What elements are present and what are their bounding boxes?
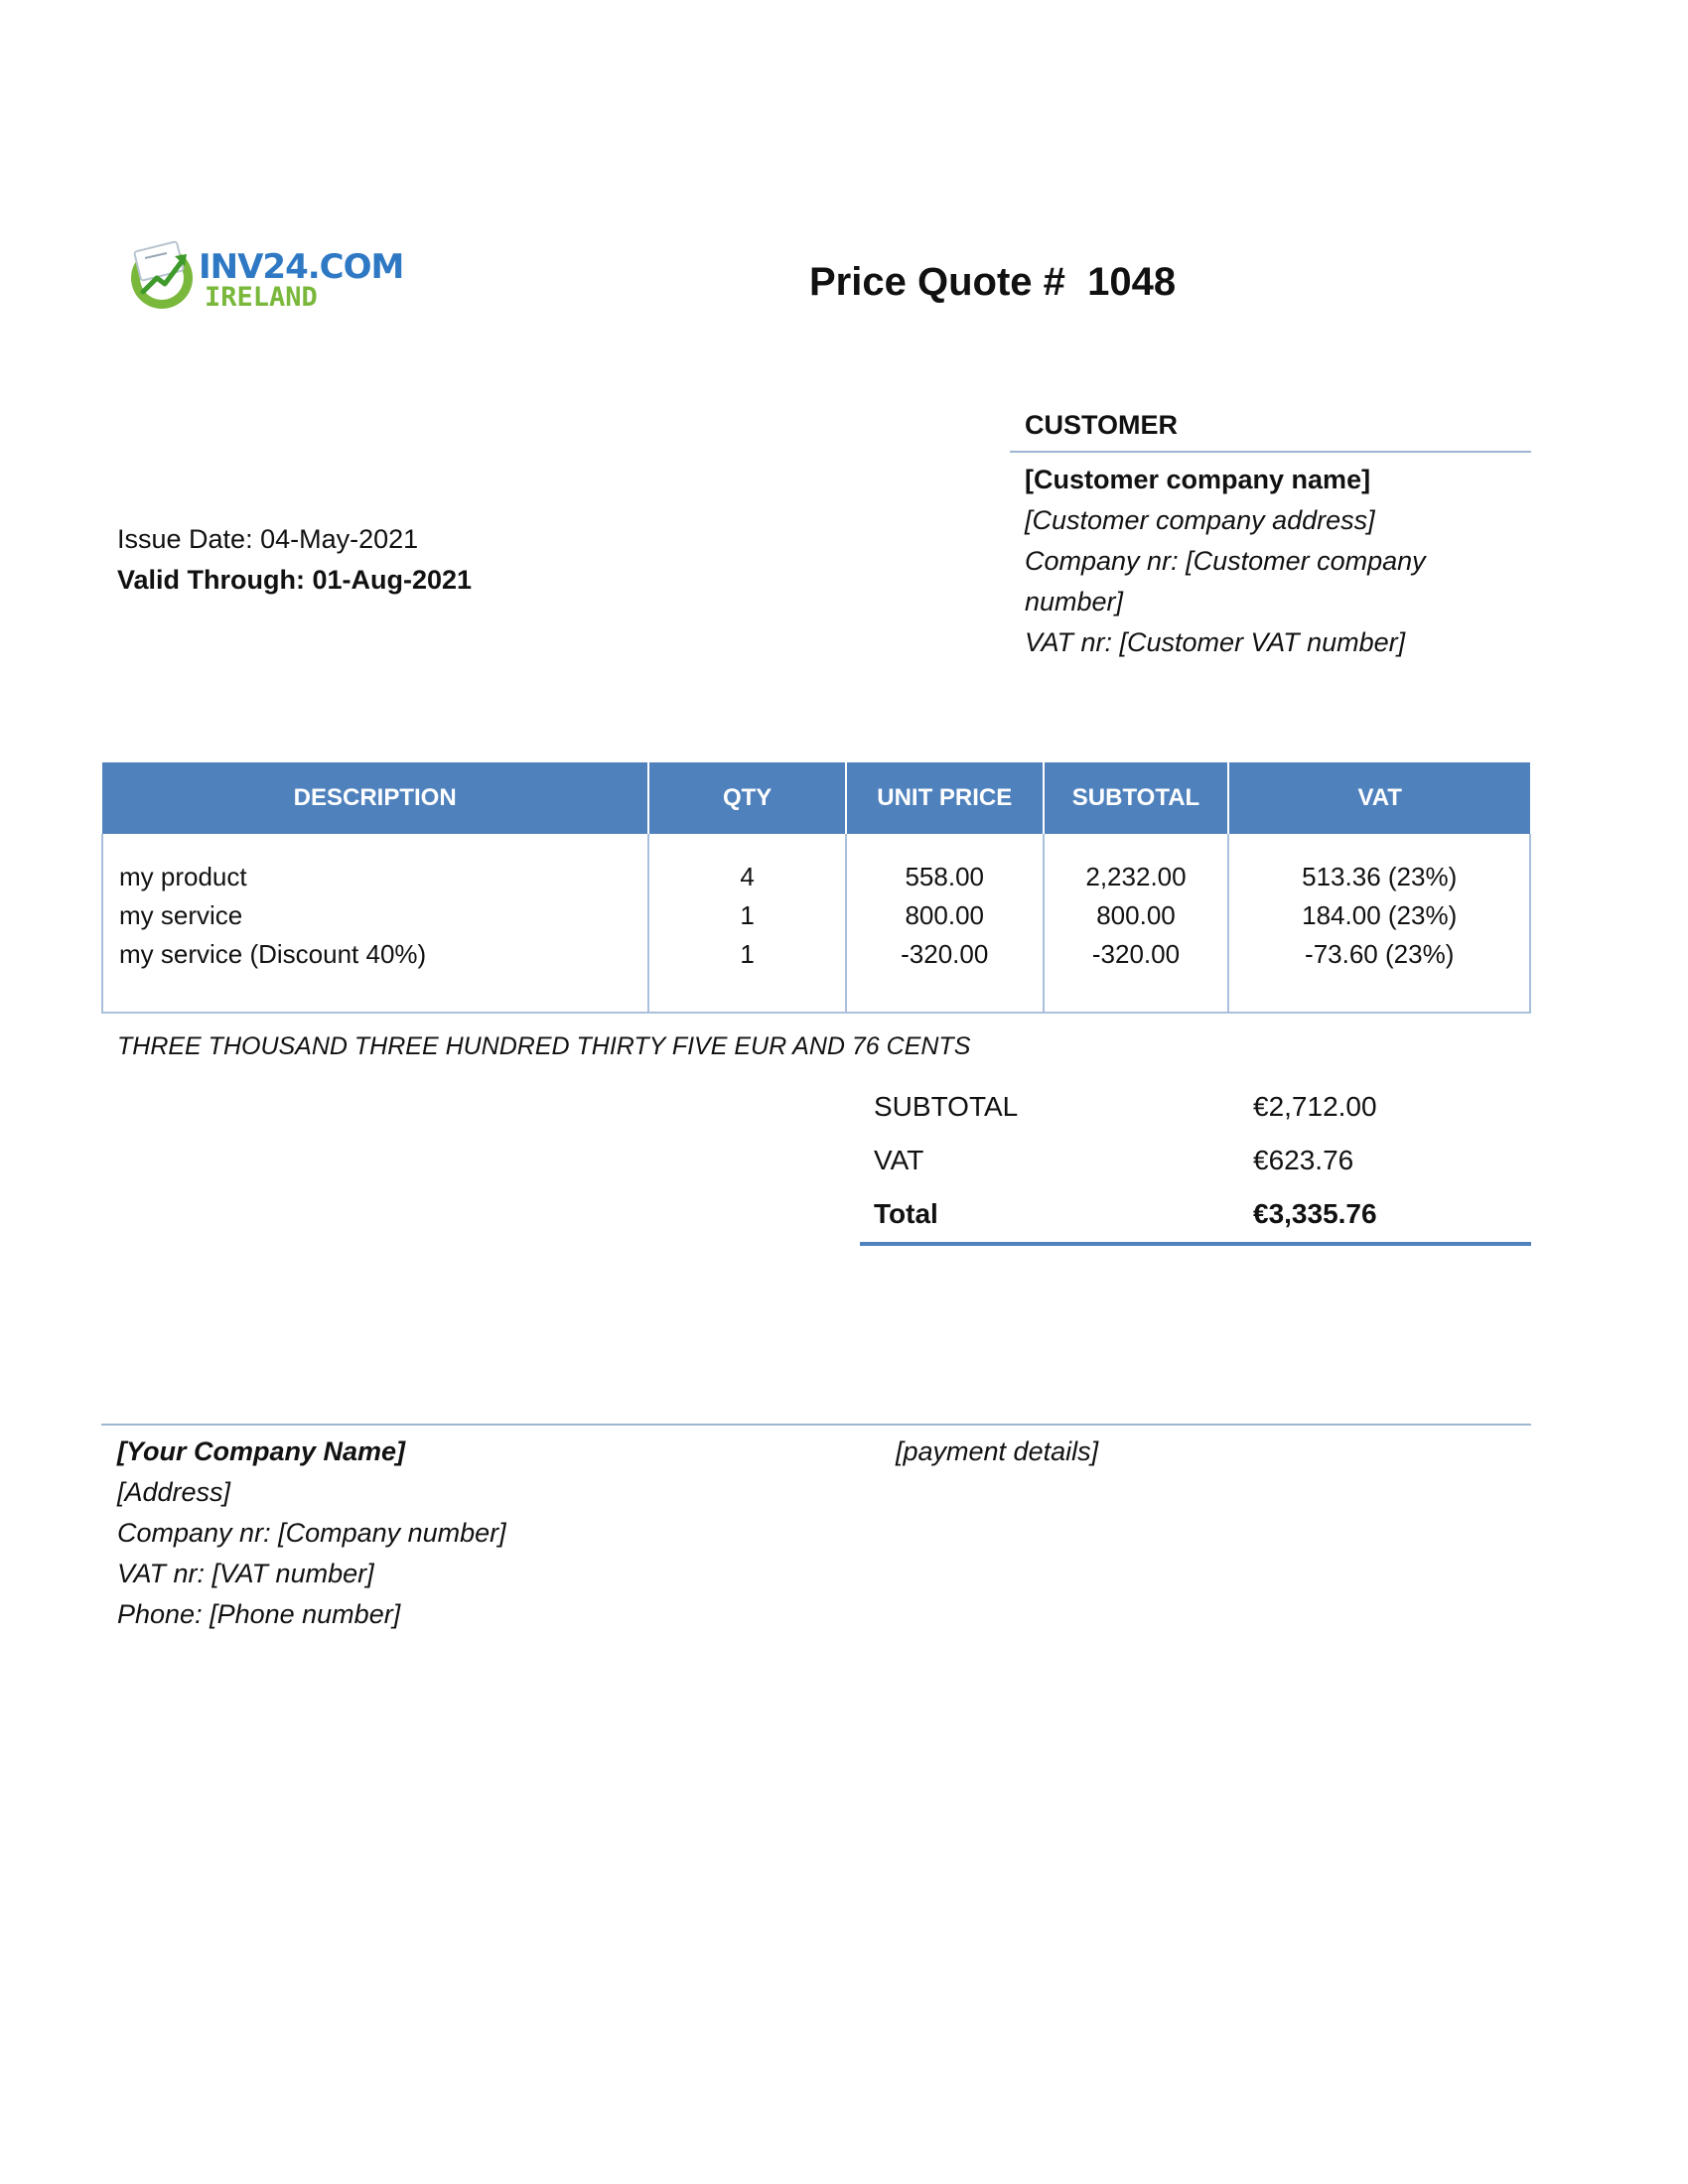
logo-text-primary: INV24.COM: [199, 247, 404, 287]
totals-block: [860, 1085, 1531, 1246]
item-description: my service: [119, 900, 243, 930]
vat-value: €623.76: [1253, 1145, 1354, 1175]
unit-price-column: [846, 834, 1044, 1013]
column-header-qty: QTY: [648, 762, 846, 834]
document-title: Price Quote # 1048: [809, 260, 1177, 304]
issue-date: Issue Date: 04-May-2021: [117, 524, 419, 554]
subtotal-label: SUBTOTAL: [874, 1091, 1019, 1122]
logo-chart-icon: [129, 238, 404, 318]
subtotal-column: [1044, 834, 1229, 1013]
footer-divider: [101, 1424, 1531, 1426]
company-logo: [129, 238, 404, 318]
customer-company-number: Company nr: [Customer company number]: [1025, 546, 1426, 616]
logo-text-secondary: IRELAND: [205, 282, 318, 313]
your-vat-number: VAT nr: [VAT number]: [117, 1559, 374, 1588]
item-qty: 4: [740, 862, 755, 891]
table-body-row: [102, 834, 1530, 1013]
item-description: my service (Discount 40%): [119, 939, 427, 969]
subtotal-row: [860, 1085, 1531, 1139]
vat-label: VAT: [874, 1145, 924, 1175]
item-vat: 513.36 (23%): [1302, 862, 1458, 891]
column-header-unit-price: UNIT PRICE: [846, 762, 1044, 834]
customer-heading: CUSTOMER: [1025, 410, 1179, 440]
item-unit-price: 558.00: [905, 862, 984, 891]
your-phone-number: Phone: [Phone number]: [117, 1599, 401, 1629]
item-subtotal: 2,232.00: [1085, 862, 1187, 891]
customer-divider: [1010, 451, 1531, 453]
item-qty: 1: [740, 939, 755, 969]
total-value: €3,335.76: [1253, 1198, 1377, 1229]
item-unit-price: 800.00: [905, 900, 984, 930]
item-vat: -73.60 (23%): [1305, 939, 1455, 969]
totals-divider: [860, 1242, 1531, 1246]
vat-column: [1228, 834, 1530, 1013]
amount-in-words: THREE THOUSAND THREE HUNDRED THIRTY FIVE EUR AND 76 CENTS: [117, 1032, 971, 1060]
item-subtotal: -320.00: [1091, 939, 1181, 969]
column-header-description: DESCRIPTION: [102, 762, 648, 834]
your-company-address: [Address]: [117, 1477, 231, 1507]
qty-column: [648, 834, 846, 1013]
your-company-name: [Your Company Name]: [117, 1436, 406, 1466]
vat-row: [860, 1139, 1531, 1192]
total-row: [860, 1192, 1531, 1246]
item-qty: 1: [740, 900, 755, 930]
item-subtotal: 800.00: [1096, 900, 1176, 930]
items-table: [101, 762, 1531, 1014]
column-header-subtotal: SUBTOTAL: [1044, 762, 1229, 834]
customer-address: [Customer company address]: [1025, 505, 1375, 535]
item-vat: 184.00 (23%): [1302, 900, 1458, 930]
valid-through-date: Valid Through: 01-Aug-2021: [117, 565, 473, 595]
total-label: Total: [874, 1198, 938, 1229]
customer-name: [Customer company name]: [1025, 465, 1371, 494]
customer-vat-number: VAT nr: [Customer VAT number]: [1025, 627, 1406, 657]
subtotal-value: €2,712.00: [1253, 1091, 1377, 1122]
payment-details: [payment details]: [896, 1436, 1099, 1466]
item-unit-price: -320.00: [901, 939, 989, 969]
table-header-row: [102, 762, 1530, 834]
your-company-number: Company nr: [Company number]: [117, 1518, 506, 1548]
item-description: my product: [119, 862, 247, 891]
description-column: [102, 834, 648, 1013]
column-header-vat: VAT: [1228, 762, 1530, 834]
